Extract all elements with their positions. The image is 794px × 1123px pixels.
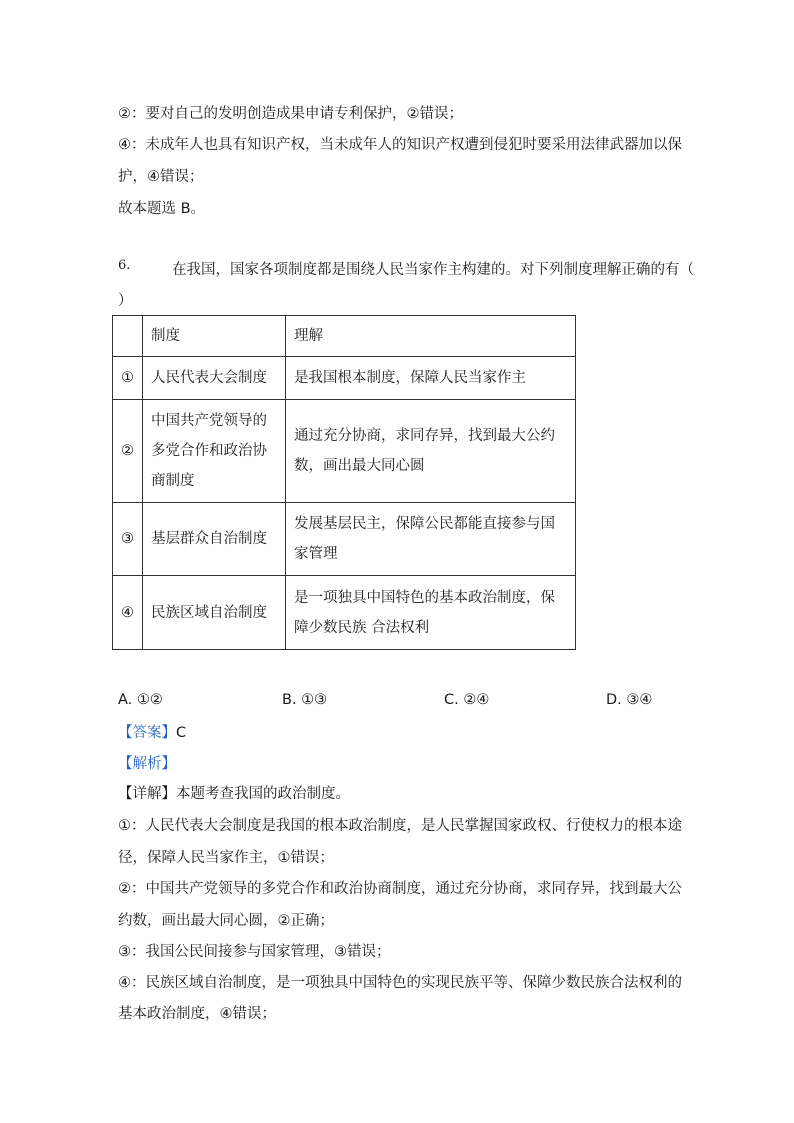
prev-line: 护，④错误； xyxy=(118,169,204,185)
option-d: D. ③④ xyxy=(606,692,653,708)
table-header-row xyxy=(113,316,576,357)
option-a: A. ①② xyxy=(118,692,163,708)
answer-label: 【答案】 xyxy=(118,725,176,741)
table-row xyxy=(113,357,576,400)
table-row xyxy=(113,400,576,503)
row-meaning: 通过充分协商，求同存异，找到最大公约数，画出最大同心圆 xyxy=(286,400,576,503)
row-meaning: 是一项独具中国特色的基本政治制度，保障少数民族 合法权利 xyxy=(286,576,576,650)
row-number: ① xyxy=(113,357,143,400)
detail-line: ③：我国公民间接参与国家管理，③错误； xyxy=(118,944,391,960)
header-cell-meaning: 理解 xyxy=(286,316,576,357)
detail-line: ②：中国共产党领导的多党合作和政治协商制度，通过充分协商，求同存异，找到最大公 xyxy=(118,881,682,897)
table-row xyxy=(113,503,576,576)
header-cell-system: 制度 xyxy=(143,316,286,357)
option-c: C. ②④ xyxy=(444,692,490,708)
analysis-label: 【解析】 xyxy=(118,756,176,772)
detail-line: 径，保障人民当家作主，①错误； xyxy=(118,850,334,866)
row-system: 人民代表大会制度 xyxy=(143,357,286,400)
row-meaning: 是我国根本制度，保障人民当家作主 xyxy=(286,357,576,400)
systems-table xyxy=(112,315,576,650)
question-number: 6. xyxy=(118,258,131,273)
answer-value: C xyxy=(176,725,187,741)
row-system: 中国共产党领导的多党合作和政治协商制度 xyxy=(143,400,286,503)
row-number: ③ xyxy=(113,503,143,576)
prev-answer-line: 故本题选 B。 xyxy=(118,201,206,217)
detail-line: 【详解】本题考查我国的政治制度。 xyxy=(118,786,350,802)
row-number: ④ xyxy=(113,576,143,650)
option-b: B. ①③ xyxy=(282,692,328,708)
question-text: 在我国，国家各项制度都是围绕人民当家作主构建的。对下列制度理解正确的有（ xyxy=(172,262,694,278)
row-system: 基层群众自治制度 xyxy=(143,503,286,576)
row-number: ② xyxy=(113,400,143,503)
detail-line: ①：人民代表大会制度是我国的根本政治制度，是人民掌握国家政权、行使权力的根本途 xyxy=(118,818,682,834)
prev-line: ④：未成年人也具有知识产权，当未成年人的知识产权遭到侵犯时要采用法律武器加以保 xyxy=(118,137,682,153)
prev-line: ②：要对自己的发明创造成果申请专利保护，②错误； xyxy=(118,106,463,122)
detail-line: 约数，画出最大同心圆，②正确； xyxy=(118,913,334,929)
question-paren: ） xyxy=(118,293,133,309)
answer-line xyxy=(118,721,186,742)
row-meaning: 发展基层民主，保障公民都能直接参与国家管理 xyxy=(286,503,576,576)
header-cell xyxy=(113,316,143,357)
table-row xyxy=(113,576,576,650)
detail-line: 基本政治制度，④错误； xyxy=(118,1006,276,1022)
row-system: 民族区域自治制度 xyxy=(143,576,286,650)
detail-line: ④：民族区域自治制度，是一项独具中国特色的实现民族平等、保障少数民族合法权利的 xyxy=(118,975,682,991)
